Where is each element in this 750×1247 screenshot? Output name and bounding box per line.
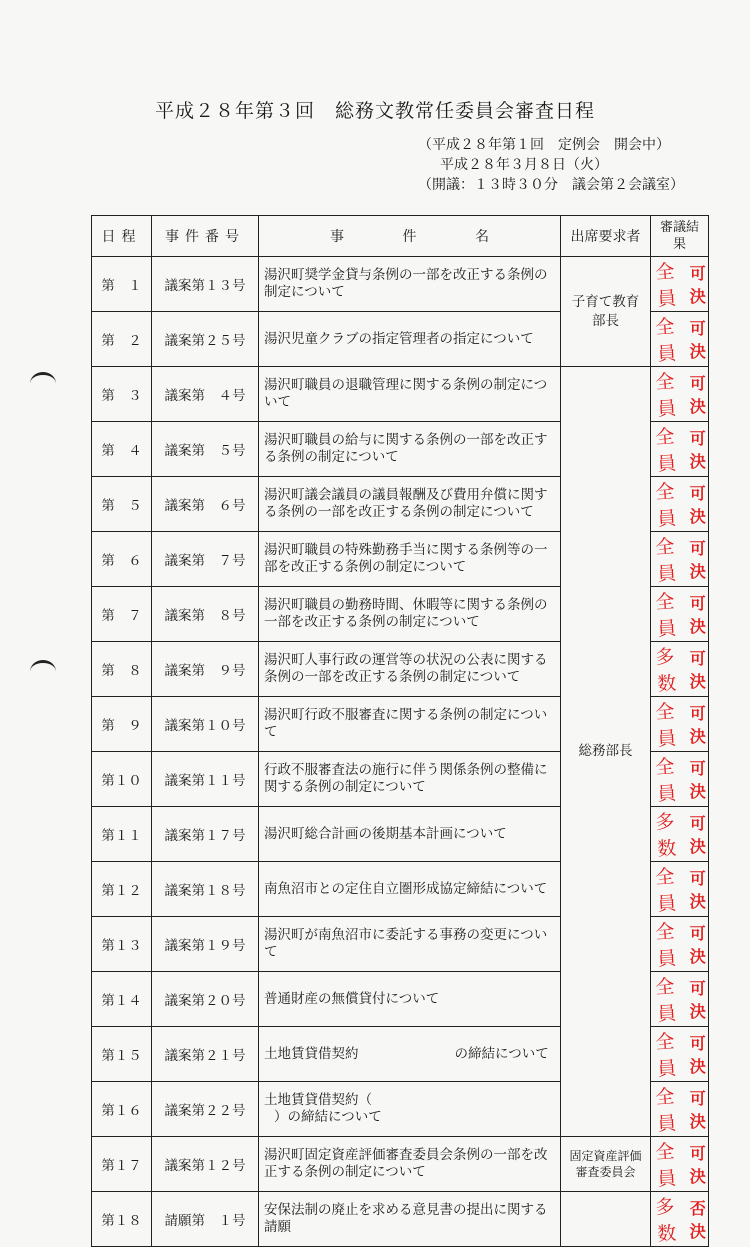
header-result: 審議結果 (651, 216, 709, 257)
row-result (651, 367, 709, 422)
header-attendee: 出席要求者 (561, 216, 651, 257)
row-name: 湯沢町職員の退職管理に関する条例の制定について (259, 367, 561, 422)
vote-handwritten: 全員 (654, 755, 679, 806)
attendee-fixed-asset-committee: 固定資産評価審査委員会 (561, 1137, 651, 1192)
row-name-part: 土地賃貸借契約（ (264, 1092, 372, 1108)
row-name: 湯沢町職員の給与に関する条例の一部を改正する条例の制定について (259, 422, 561, 477)
header-number: 事件番号 (152, 216, 259, 257)
row-number: 議案第２５号 (152, 312, 259, 367)
row-day: 第１５ (92, 1027, 152, 1082)
row-day: 第１７ (92, 1137, 152, 1192)
row-day: 第 ６ (92, 532, 152, 587)
vote-handwritten: 全員 (654, 865, 679, 916)
row-name: 湯沢町行政不服審査に関する条例の制定について (259, 697, 561, 752)
header-row (92, 216, 709, 257)
result-stamp: 可決 (689, 704, 706, 746)
row-name (259, 1027, 561, 1082)
result-stamp: 可決 (689, 374, 706, 416)
row-day: 第１３ (92, 917, 152, 972)
row-result (651, 752, 709, 807)
row-number: 議案第２２号 (152, 1082, 259, 1137)
vote-handwritten: 全員 (654, 700, 679, 751)
row-result (651, 1082, 709, 1137)
row-name: 湯沢町議会議員の議員報酬及び費用弁償に関する条例の一部を改正する条例の制定について (259, 477, 561, 532)
row-number: 議案第 ８号 (152, 587, 259, 642)
vote-handwritten: 全員 (654, 260, 679, 311)
vote-handwritten: 全員 (654, 920, 679, 971)
row-result (651, 422, 709, 477)
result-stamp: 可決 (689, 814, 706, 856)
row-day: 第１１ (92, 807, 152, 862)
row-day: 第１６ (92, 1082, 152, 1137)
row-number: 議案第２１号 (152, 1027, 259, 1082)
row-day: 第１０ (92, 752, 152, 807)
result-stamp: 可決 (689, 484, 706, 526)
document-title: 平成２８年第３回 総務文教常任委員会審査日程 (154, 100, 595, 122)
result-stamp: 可決 (689, 1089, 706, 1131)
row-day: 第 ５ (92, 477, 152, 532)
row-result (651, 1192, 709, 1247)
vote-handwritten: 全員 (654, 315, 679, 366)
row-name: 湯沢町職員の特殊勤務手当に関する条例等の一部を改正する条例の制定について (259, 532, 561, 587)
attendee-empty (561, 1192, 651, 1247)
row-number: 請願第 １号 (152, 1192, 259, 1247)
result-stamp: 可決 (689, 429, 706, 471)
row-number: 議案第 ７号 (152, 532, 259, 587)
row-day: 第 ８ (92, 642, 152, 697)
row-number: 議案第１１号 (152, 752, 259, 807)
row-result (651, 587, 709, 642)
row-name: 南魚沼市との定住自立圏形成協定締結について (259, 862, 561, 917)
row-number: 議案第２０号 (152, 972, 259, 1027)
row-number: 議案第１７号 (152, 807, 259, 862)
row-number: 議案第１２号 (152, 1137, 259, 1192)
row-result (651, 1027, 709, 1082)
vote-handwritten: 全員 (654, 1030, 679, 1081)
session-info (418, 135, 684, 195)
row-result (651, 477, 709, 532)
row-name-part: ）の締結について (274, 1109, 382, 1125)
result-stamp: 否決 (689, 1199, 706, 1241)
row-number: 議案第１９号 (152, 917, 259, 972)
table-row (92, 367, 709, 422)
row-name: 湯沢町が南魚沼市に委託する事務の変更について (259, 917, 561, 972)
row-number: 議案第 ９号 (152, 642, 259, 697)
vote-handwritten: 全員 (654, 535, 679, 586)
result-stamp: 可決 (689, 759, 706, 801)
row-result (651, 972, 709, 1027)
row-name (259, 1082, 561, 1137)
session-time-place: （開議：１３時３０分 議会第２会議室） (418, 177, 684, 193)
row-number: 議案第１８号 (152, 862, 259, 917)
row-day: 第１４ (92, 972, 152, 1027)
result-stamp: 可決 (689, 979, 706, 1021)
punch-hole-lower (30, 660, 56, 683)
row-name: 安保法制の廃止を求める意見書の提出に関する請願 (259, 1192, 561, 1247)
attendee-general-affairs: 総務部長 (561, 367, 651, 1137)
vote-handwritten: 多数 (654, 810, 679, 861)
punch-hole-upper (30, 372, 56, 395)
row-day: 第 ２ (92, 312, 152, 367)
attendee-children-education: 子育て教育部長 (561, 257, 651, 367)
row-result (651, 312, 709, 367)
row-result (651, 1137, 709, 1192)
result-stamp: 可決 (689, 264, 706, 306)
row-result (651, 532, 709, 587)
row-name: 湯沢町総合計画の後期基本計画について (259, 807, 561, 862)
row-day: 第１２ (92, 862, 152, 917)
table-row (92, 1137, 709, 1192)
result-stamp: 可決 (689, 1144, 706, 1186)
vote-handwritten: 全員 (654, 975, 679, 1026)
row-day: 第 ４ (92, 422, 152, 477)
row-result (651, 697, 709, 752)
vote-handwritten: 全員 (654, 590, 679, 641)
row-day: 第 ９ (92, 697, 152, 752)
row-result (651, 917, 709, 972)
row-number: 議案第 ５号 (152, 422, 259, 477)
row-result (651, 257, 709, 312)
row-name: 湯沢児童クラブの指定管理者の指定について (259, 312, 561, 367)
row-name: 湯沢町固定資産評価審査委員会条例の一部を改正する条例の制定について (259, 1137, 561, 1192)
header-day: 日程 (92, 216, 152, 257)
result-stamp: 可決 (689, 539, 706, 581)
table-row (92, 257, 709, 312)
vote-handwritten: 全員 (654, 1085, 679, 1136)
row-day: 第 １ (92, 257, 152, 312)
row-result (651, 642, 709, 697)
session-line: （平成２８年第１回 定例会 開会中） (418, 137, 670, 153)
result-stamp: 可決 (689, 594, 706, 636)
result-stamp: 可決 (689, 319, 706, 361)
row-result (651, 807, 709, 862)
header-name: 事 件 名 (259, 216, 561, 257)
row-number: 議案第１０号 (152, 697, 259, 752)
row-day: 第 ３ (92, 367, 152, 422)
result-stamp: 可決 (689, 1034, 706, 1076)
row-day: 第１８ (92, 1192, 152, 1247)
row-name: 湯沢町職員の勤務時間、休暇等に関する条例の一部を改正する条例の制定について (259, 587, 561, 642)
row-name-part: 土地賃貸借契約 (264, 1045, 359, 1062)
agenda-table (91, 215, 709, 1247)
row-number: 議案第１３号 (152, 257, 259, 312)
row-name-part: の締結について (454, 1045, 549, 1062)
result-stamp: 可決 (689, 924, 706, 966)
row-name: 湯沢町奨学金貸与条例の一部を改正する条例の制定について (259, 257, 561, 312)
row-result (651, 862, 709, 917)
result-stamp: 可決 (689, 649, 706, 691)
row-name: 普通財産の無償貸付について (259, 972, 561, 1027)
vote-handwritten: 多数 (654, 645, 679, 696)
vote-handwritten: 全員 (654, 480, 679, 531)
row-name: 湯沢町人事行政の運営等の状況の公表に関する条例の一部を改正する条例の制定について (259, 642, 561, 697)
row-name: 行政不服審査法の施行に伴う関係条例の整備に関する条例の制定について (259, 752, 561, 807)
vote-handwritten: 全員 (654, 425, 679, 476)
session-date: 平成２８年３月８日（火） (440, 157, 608, 173)
row-number: 議案第 ６号 (152, 477, 259, 532)
vote-handwritten: 全員 (654, 370, 679, 421)
row-number: 議案第 ４号 (152, 367, 259, 422)
result-stamp: 可決 (689, 869, 706, 911)
table-row (92, 1192, 709, 1247)
vote-handwritten: 多数 (654, 1195, 679, 1246)
row-day: 第 ７ (92, 587, 152, 642)
vote-handwritten: 全員 (654, 1140, 679, 1191)
